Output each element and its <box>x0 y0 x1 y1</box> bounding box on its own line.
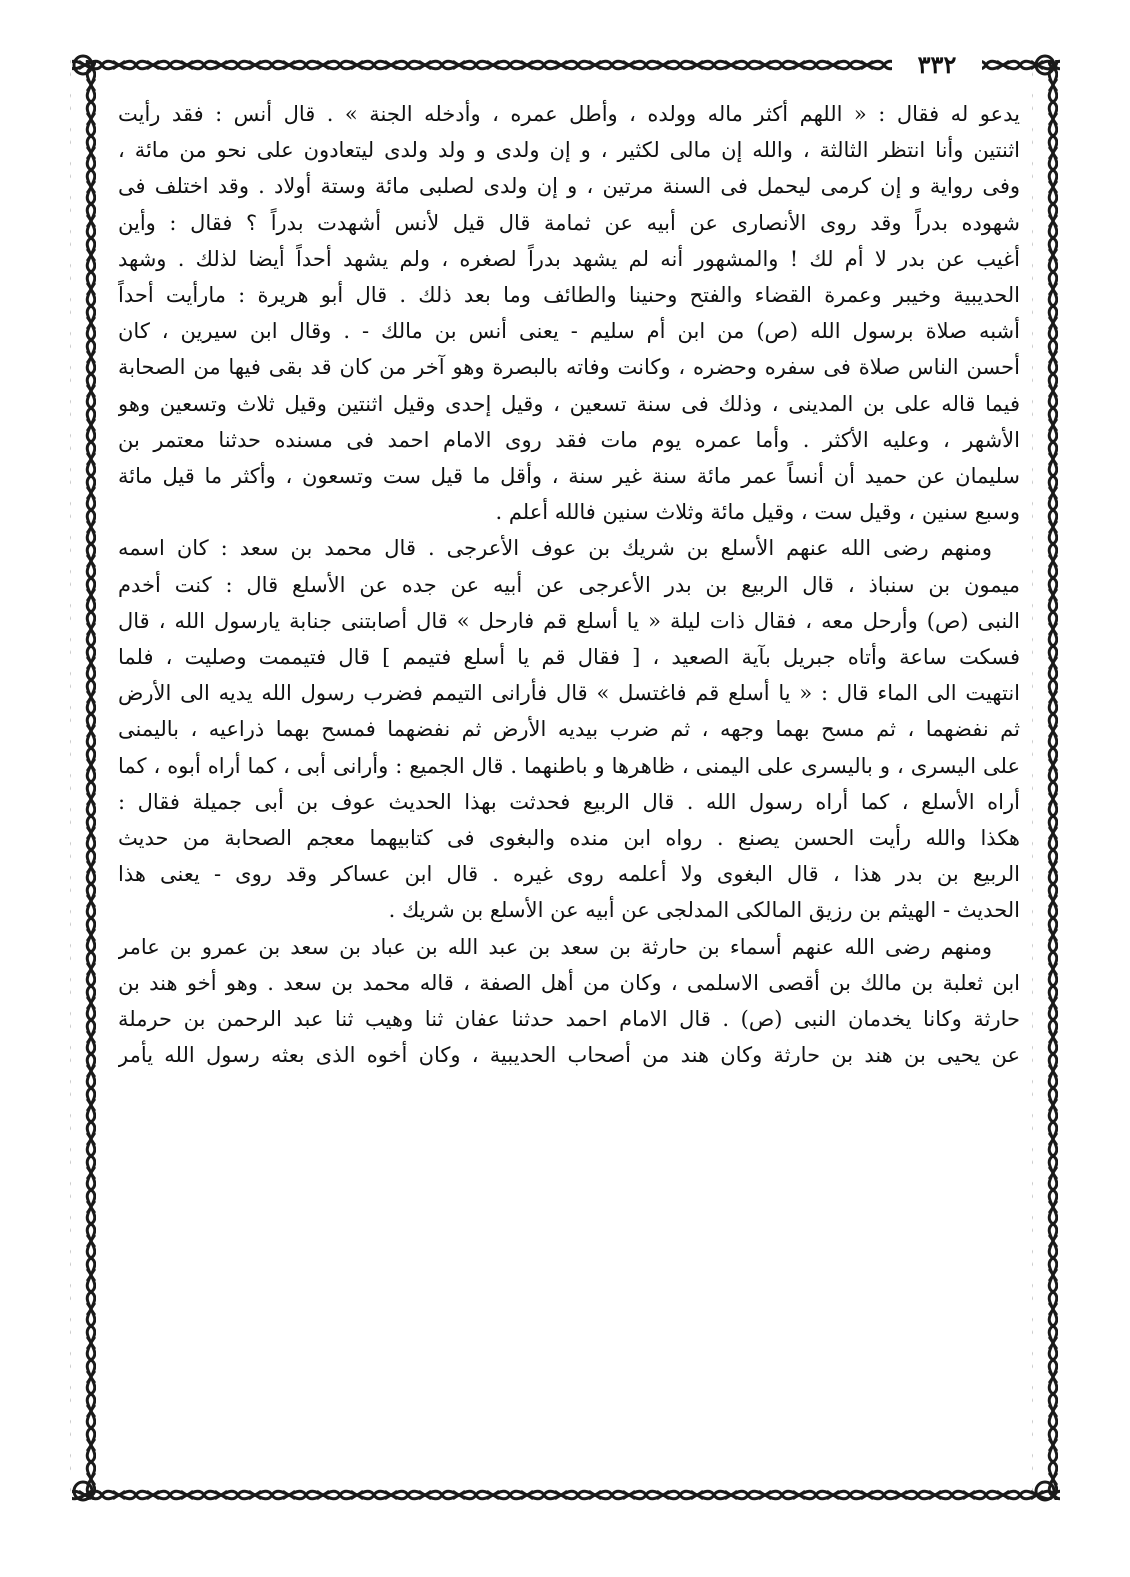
text-line: وسبع سنين ، وقيل ست ، وقيل مائة وثلاث سنين فالله أعلم . <box>495 500 1020 525</box>
text-line: على اليسرى ، و باليسرى على اليمنى ، ظاهرها و باطنهما . قال الجميع : وأرانى أبى ، كما أراه أبوه ، كما <box>118 753 1020 778</box>
text-line: انتهيت الى الماء قال : « يا أسلع قم فاغتسل » قال فأرانى التيمم فضرب رسول الله يديه الى الأرض <box>118 681 1020 706</box>
text-line: الحديبية وخيبر وعمرة القضاء والفتح وحنينا والطائف وما بعد ذلك . قال أبو هريرة : مارأيت أحداً <box>118 283 1020 308</box>
text-line: أغيب عن بدر لا أم لك ! والمشهور أنه لم يشهد بدراً لصغره ، ولم يشهد أحداً أيضا لذلك . وشهد <box>118 246 1020 271</box>
text-line: ميمون بن سنباذ ، قال الربيع بن بدر الأعرجى عن أبيه عن جده عن الأسلع قال : كنت أخدم <box>118 572 1020 597</box>
text-line: النبى (ص) وأرحل معه ، فقال ذات ليلة « يا أسلع قم فارحل » قال أصابتنى جنابة يارسول الله ، قال <box>118 608 1020 633</box>
text-line: شهوده بدراً وقد روى الأنصارى عن أبيه عن ثمامة قال قيل لأنس أشهدت بدراً ؟ فقال : وأين <box>118 210 1020 235</box>
body-text <box>118 96 1020 1471</box>
text-line: اثنتين وأنا انتظر الثالثة ، والله إن مالى لكثير ، و إن ولدى و ولد ولدى ليتعادون على نحو من مائة ، <box>118 138 1020 163</box>
text-line: سليمان عن حميد أن أنساً عمر مائة سنة غير سنة ، وأقل ما قيل ست وتسعون ، وأكثر ما قيل مائة <box>118 464 1020 489</box>
text-line: ثم نفضهما ، ثم مسح بهما وجهه ، ثم ضرب بيديه الأرض ثم نفضهما فمسح بهما ذراعيه ، باليمنى <box>118 717 1020 742</box>
paragraph-aslaa <box>118 530 1020 928</box>
text-line: أحسن الناس صلاة فى سفره وحضره ، وكانت وفاته بالبصرة وهو آخر من كان قد بقى فيها من الصحابة <box>118 355 1020 380</box>
text-line: الربيع بن بدر هذا ، قال البغوى ولا أعلمه روى غيره . قال ابن عساكر وقد روى - يعنى هذا <box>118 862 1020 887</box>
text-line: حارثة وكانا يخدمان النبى (ص) . قال الامام احمد حدثنا عفان ثنا وهيب ثنا عبد الرحمن بن حرملة <box>118 1007 1020 1032</box>
text-line: الأشهر ، وعليه الأكثر . وأما عمره يوم مات فقد روى الامام احمد فى مسنده حدثنا معتمر بن <box>118 427 1020 452</box>
page-number: ٣٣٢ <box>892 50 982 80</box>
text-line: أراه الأسلع ، كما أراه رسول الله . قال الربيع فحدثت بهذا الحديث عوف بن أبى جميلة فقال : <box>118 789 1020 814</box>
text-line: وفى رواية و إن كرمى ليحمل فى السنة مرتين ، و إن ولدى لصلبى مائة وستة أولاد . وقد اختلف فى <box>118 174 1020 199</box>
text-line: يدعو له فقال : « اللهم أكثر ماله وولده ، وأطل عمره ، وأدخله الجنة » . قال أنس : فقد رأيت <box>118 102 1020 126</box>
text-line: فيما قاله على بن المدينى ، وذلك فى سنة تسعين ، وقيل إحدى وقيل اثنتين وقيل ثلاث وتسعين وهو <box>118 391 1020 416</box>
text-line: عن يحيى بن هند بن حارثة وكان هند من أصحاب الحديبية ، وكان أخوه الذى بعثه رسول الله يأمر <box>118 1043 1020 1068</box>
text-line: ابن ثعلبة بن مالك بن أقصى الاسلمى ، وكان من أهل الصفة ، قاله محمد بن سعد . وهو أخو هند بن <box>118 970 1020 995</box>
paragraph-asmaa <box>118 929 1020 1074</box>
text-line: ومنهم رضى الله عنهم الأسلع بن شريك بن عوف الأعرجى . قال محمد بن سعد : كان اسمه <box>118 536 992 561</box>
text-line: هكذا والله رأيت الحسن يصنع . رواه ابن منده والبغوى فى كتابيهما معجم الصحابة من حديث <box>118 826 1020 851</box>
text-line: أشبه صلاة برسول الله (ص) من ابن أم سليم - يعنى أنس بن مالك - . وقال ابن سيرين ، كان <box>118 319 1020 344</box>
text-line: الحديث - الهيثم بن رزيق المالكى المدلجى عن أبيه عن الأسلع بن شريك . <box>388 898 1020 923</box>
text-line: فسكت ساعة وأتاه جبريل بآية الصعيد ، [ فقال قم يا أسلع فتيمم ] قال فتيممت وصليت ، فلما <box>118 645 1020 670</box>
paragraph-anas <box>118 96 1020 530</box>
text-line: ومنهم رضى الله عنهم أسماء بن حارثة بن سعد بن عبد الله بن عباد بن سعد بن عمرو بن عامر <box>118 934 992 959</box>
